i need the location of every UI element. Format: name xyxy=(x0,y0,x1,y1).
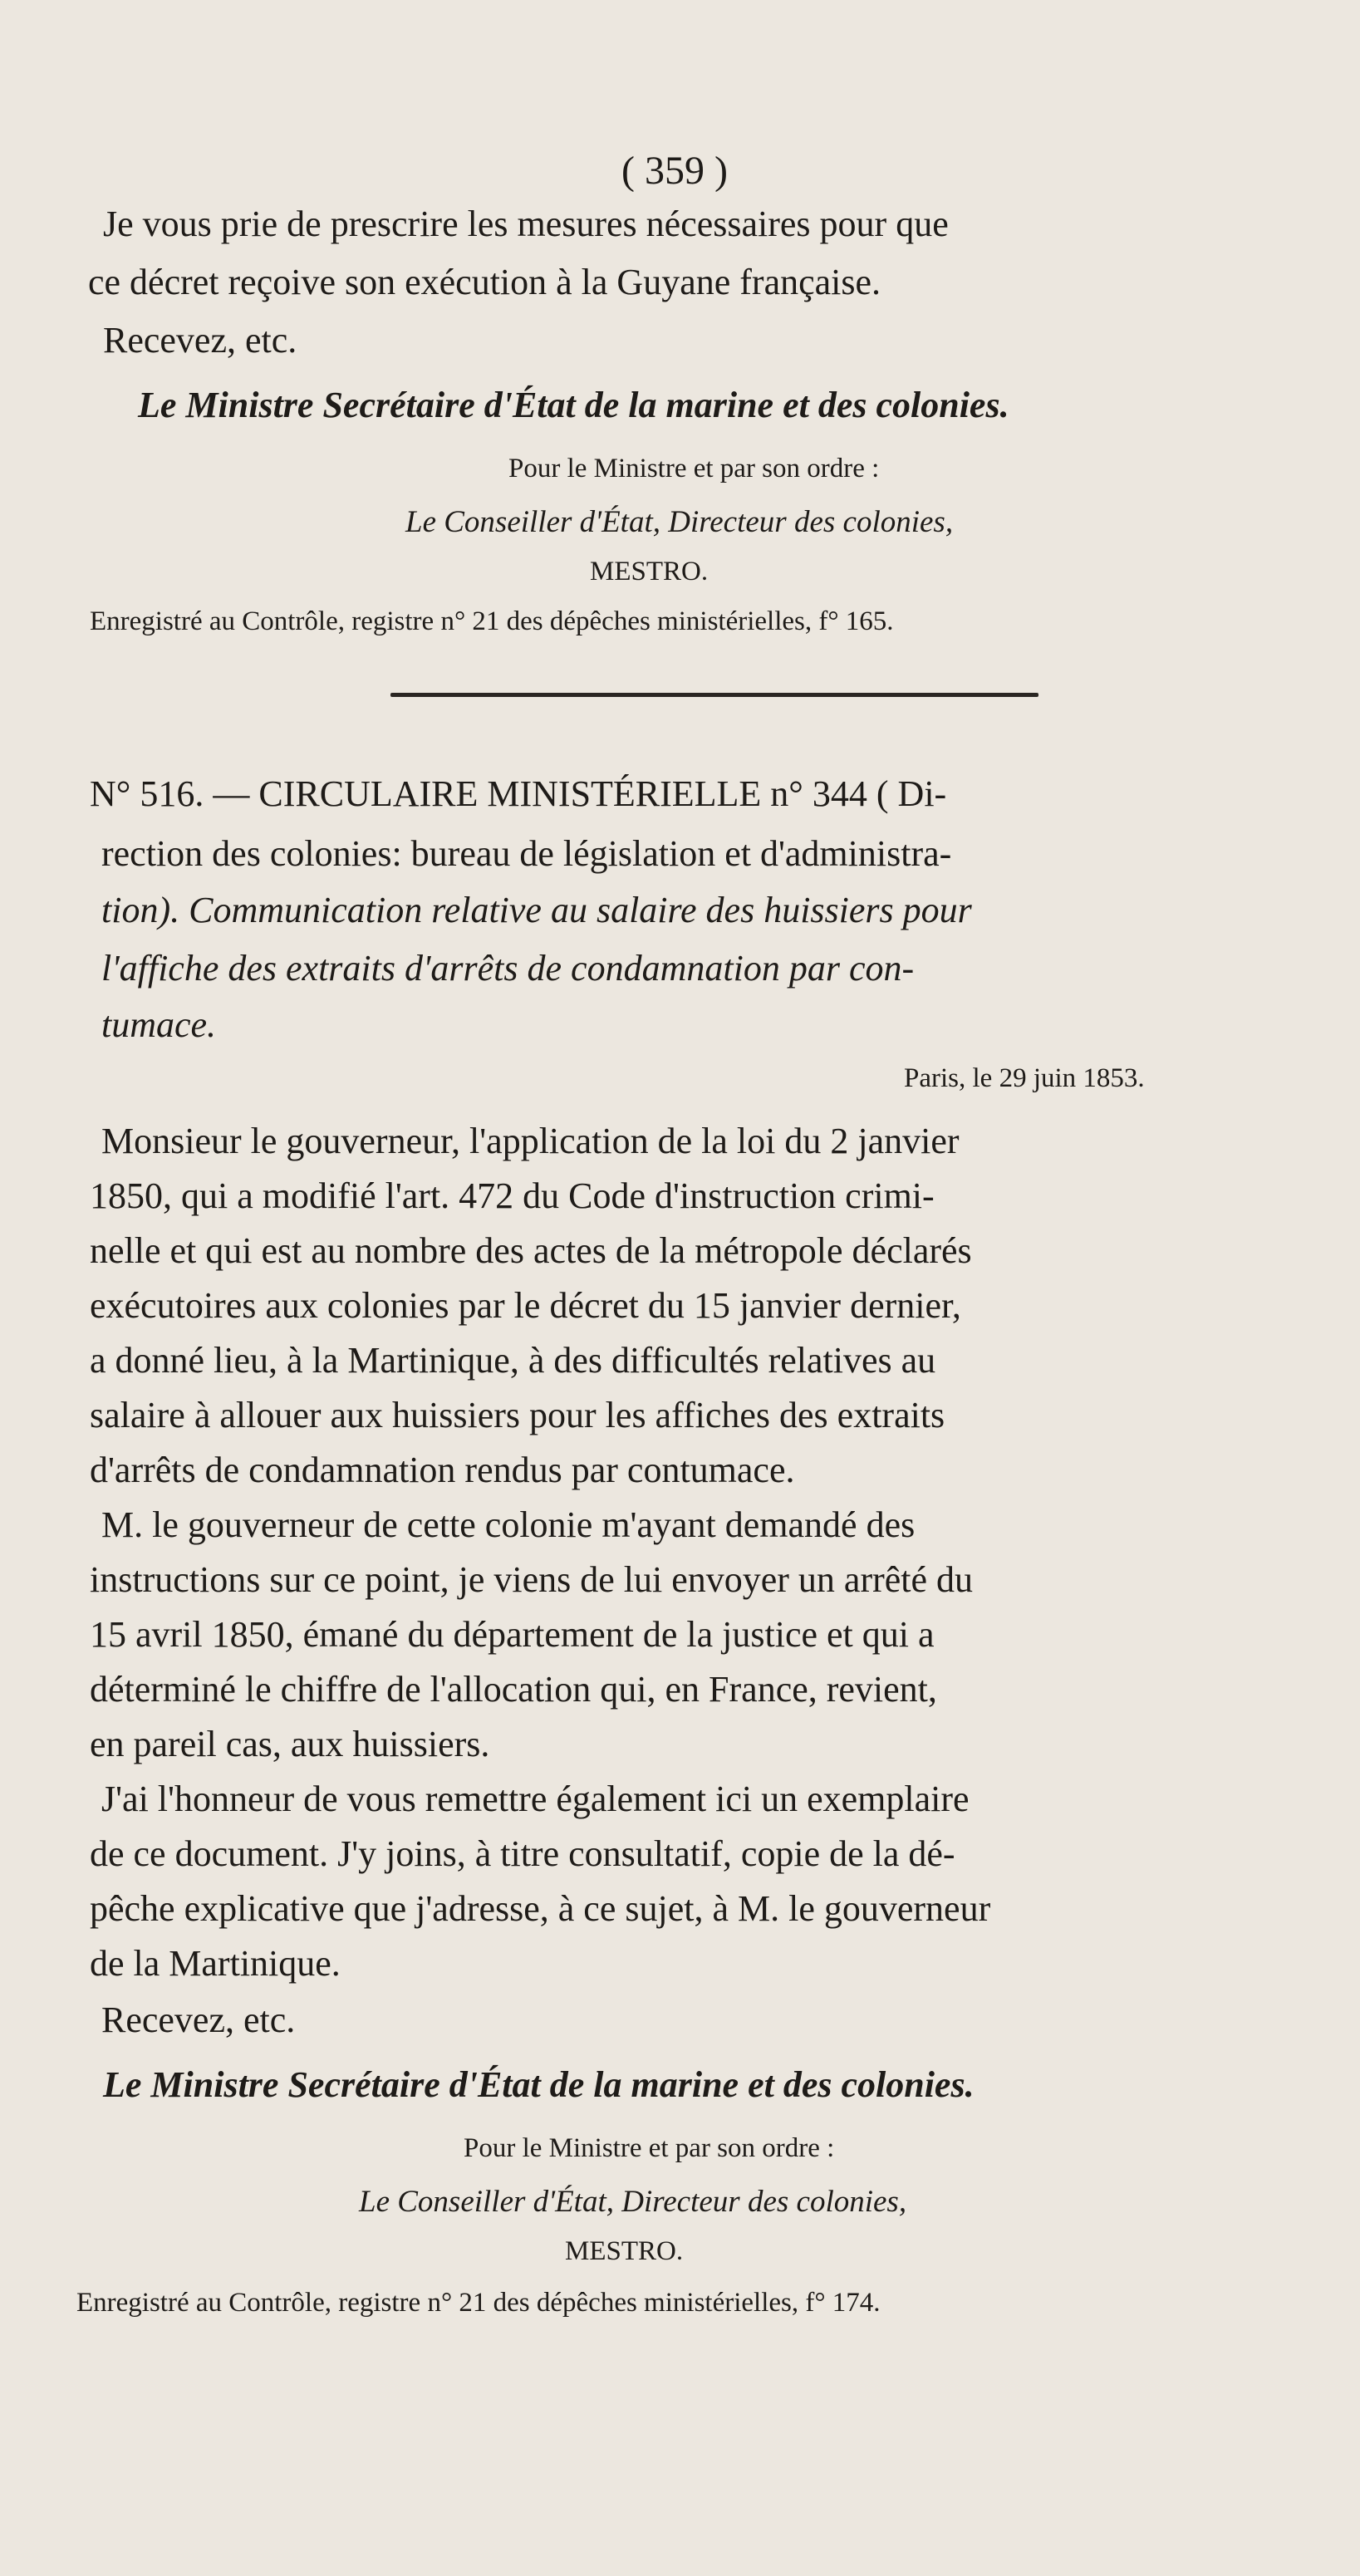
s2-body-line-1: 1850, qui a modifié l'art. 472 du Code d'instruction crimi- xyxy=(90,1175,935,1216)
s2-registration: Enregistré au Contrôle, registre n° 21 des dépêches ministérielles, f° 174. xyxy=(76,2288,881,2318)
s2-body-line-5: salaire à allouer aux huissiers pour les affiches des extraits xyxy=(90,1395,945,1435)
s2-signature-title: Le Ministre Secrétaire d'État de la marine et des colonies. xyxy=(103,2064,975,2105)
s1-line-2: Recevez, etc. xyxy=(103,320,297,361)
s2-body-line-12: J'ai l'honneur de vous remettre également ici un exemplaire xyxy=(101,1779,970,1819)
s2-body-line-9: 15 avril 1850, émané du département de la justice et qui a xyxy=(90,1614,935,1655)
s1-signature-title: Le Ministre Secrétaire d'État de la marine et des colonies. xyxy=(138,385,1009,425)
s1-registration: Enregistré au Contrôle, registre n° 21 des dépêches ministérielles, f° 165. xyxy=(90,606,894,636)
s2-signature-order: Pour le Ministre et par son ordre : xyxy=(464,2133,835,2163)
s2-body-line-8: instructions sur ce point, je viens de lui envoyer un arrêté du xyxy=(90,1559,974,1600)
s2-date: Paris, le 29 juin 1853. xyxy=(904,1063,1145,1093)
s1-signature-order: Pour le Ministre et par son ordre : xyxy=(508,454,880,483)
s2-heading-line-2: tion). Communication relative au salaire des huissiers pour xyxy=(101,890,972,930)
s1-line-1: ce décret reçoive son exécution à la Guyane française. xyxy=(88,262,881,302)
s2-body-line-16: Recevez, etc. xyxy=(101,1999,296,2040)
s2-heading-line-4: tumace. xyxy=(101,1004,217,1045)
s2-signature-name: MESTRO. xyxy=(565,2236,684,2266)
s2-body-line-10: déterminé le chiffre de l'allocation qui, en France, revient, xyxy=(90,1669,937,1710)
s1-signature-role: Le Conseiller d'État, Directeur des colonies, xyxy=(405,505,954,539)
s2-body-line-4: a donné lieu, à la Martinique, à des difficultés relatives au xyxy=(90,1340,936,1381)
s1-signature-name: MESTRO. xyxy=(590,557,709,586)
s1-line-0: Je vous prie de prescrire les mesures nécessaires pour que xyxy=(103,204,949,244)
s2-body-line-6: d'arrêts de condamnation rendus par contumace. xyxy=(90,1450,795,1490)
s2-body-line-3: exécutoires aux colonies par le décret du 15 janvier dernier, xyxy=(90,1285,961,1326)
s2-heading-line-0: N° 516. — CIRCULAIRE MINISTÉRIELLE n° 344 ( Di- xyxy=(90,773,947,814)
section-divider xyxy=(390,693,1038,697)
s2-body-line-13: de ce document. J'y joins, à titre consultatif, copie de la dé- xyxy=(90,1833,955,1874)
s2-body-line-2: nelle et qui est au nombre des actes de la métropole déclarés xyxy=(90,1230,972,1271)
s2-body-line-0: Monsieur le gouverneur, l'application de la loi du 2 janvier xyxy=(101,1121,960,1161)
s2-signature-role: Le Conseiller d'État, Directeur des colonies, xyxy=(359,2185,907,2219)
s2-heading-line-3: l'affiche des extraits d'arrêts de condamnation par con- xyxy=(101,948,915,989)
s2-body-line-15: de la Martinique. xyxy=(90,1943,341,1984)
s2-body-line-7: M. le gouverneur de cette colonie m'ayant demandé des xyxy=(101,1504,916,1545)
s2-body-line-11: en pareil cas, aux huissiers. xyxy=(90,1724,490,1764)
s2-heading-line-1: rection des colonies: bureau de législation et d'administra- xyxy=(101,833,952,874)
page-number: ( 359 ) xyxy=(621,149,728,193)
s2-body-line-14: pêche explicative que j'adresse, à ce sujet, à M. le gouverneur xyxy=(90,1888,991,1929)
